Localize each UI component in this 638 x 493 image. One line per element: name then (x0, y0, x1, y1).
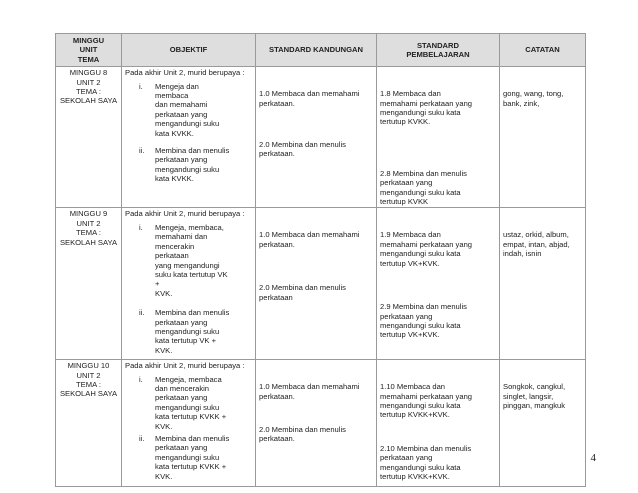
objective-line: perkataan yang (155, 109, 208, 119)
objective-line: kata tertutup KVKK + (155, 412, 227, 422)
pembelajaran-item (380, 382, 496, 420)
kandungan-line: 1.0 Membaca dan memahami (259, 230, 360, 240)
table-body (56, 67, 586, 487)
week-line: TEMA : (76, 379, 101, 389)
week-line: SEKOLAH SAYA (59, 389, 118, 399)
pembelajaran-line: mengandungi suku kata (380, 249, 461, 259)
header-minggu-line: UNIT (79, 45, 98, 55)
pembelajaran-line: tertutup KVKK. (380, 117, 431, 127)
notes-line: bank, zink, (503, 98, 540, 108)
week-line: MINGGU 9 (69, 209, 108, 219)
pembelajaran-line: 2.8 Membina dan menulis (380, 168, 467, 178)
objective-item (125, 146, 252, 184)
objective-cell (122, 67, 256, 208)
objective-line: mengandungi suku (155, 326, 220, 336)
header-kandungan: STANDARD KANDUNGAN (256, 34, 377, 67)
kandungan-item (259, 283, 373, 302)
notes-line: ustaz, orkid, album, (503, 230, 569, 240)
objective-number: i. (139, 81, 143, 91)
objective-number: i. (139, 222, 143, 232)
objective-text (155, 82, 230, 138)
objective-intro: Pada akhir Unit 2, murid berupaya : (125, 68, 245, 78)
header-pembelajaran-line: PEMBELAJARAN (406, 50, 470, 60)
pembelajaran-line: tertutup VK+KVK. (380, 258, 440, 268)
objective-text (155, 223, 230, 298)
header-objektif: OBJEKTIF (122, 34, 256, 67)
kandungan-item (259, 230, 373, 249)
objective-line: mengandungi suku (155, 452, 220, 462)
objective-line: Mengeja dan membaca (155, 81, 199, 101)
objective-text (155, 375, 230, 431)
pembelajaran-line: 1.9 Membaca dan (380, 230, 441, 240)
pembelajaran-line: perkataan yang (380, 311, 433, 321)
kandungan-line: perkataan. (259, 239, 295, 249)
week-line: TEMA : (76, 87, 101, 97)
kandungan-item (259, 425, 373, 444)
notes-line: indah, isnin (503, 249, 542, 259)
objective-line: Membina dan menulis (155, 146, 230, 156)
header-minggu-line: TEMA (77, 54, 100, 64)
kandungan-cell (256, 360, 377, 487)
week-line: TEMA : (76, 228, 101, 238)
pembelajaran-line: memahami perkataan yang (380, 98, 473, 108)
kandungan-line: 2.0 Membina dan menulis (259, 140, 346, 150)
objective-line: suku kata tertutup VK + (155, 269, 228, 289)
objective-intro: Pada akhir Unit 2, murid berupaya : (125, 361, 245, 371)
pembelajaran-line: memahami perkataan yang (380, 239, 473, 249)
notes-cell (500, 67, 586, 208)
objective-item (125, 375, 252, 431)
header-pembelajaran-line: STANDARD (416, 40, 460, 50)
week-line: UNIT 2 (76, 370, 101, 380)
kandungan-line: perkataan. (259, 434, 295, 444)
objective-line: mencerakin perkataan (155, 241, 195, 261)
week-cell (56, 67, 122, 208)
objective-line: Mengeja, membaca, (155, 222, 224, 232)
objective-text (155, 434, 230, 481)
pembelajaran-line: mengandungi suku kata (380, 187, 461, 197)
pembelajaran-item (380, 444, 496, 482)
week-line: MINGGU 10 (67, 361, 110, 371)
kandungan-item (259, 382, 373, 401)
objective-line: kata tertutup VK + (155, 336, 216, 346)
pembelajaran-line: mengandungi suku kata (380, 108, 461, 118)
notes-line: Songkok, cangkul, (503, 382, 566, 392)
kandungan-cell (256, 208, 377, 360)
kandungan-line: perkataan. (259, 149, 295, 159)
objective-item (125, 434, 252, 481)
page-number: 4 (590, 452, 596, 464)
lesson-plan-table (55, 33, 586, 487)
week-line: SEKOLAH SAYA (59, 237, 118, 247)
objective-line: perkataan yang (155, 443, 208, 453)
pembelajaran-line: memahami perkataan yang (380, 391, 473, 401)
objective-line: mengandungi suku (155, 402, 220, 412)
notes-line: pinggan, mangkuk (503, 400, 566, 410)
pembelajaran-cell (377, 360, 500, 487)
kandungan-cell (256, 67, 377, 208)
notes-line: empat, intan, abjad, (503, 239, 570, 249)
pembelajaran-line: 2.9 Membina dan menulis (380, 302, 467, 312)
objective-item (125, 308, 252, 355)
objective-line: perkataan yang (155, 317, 208, 327)
objective-cell (122, 208, 256, 360)
objective-line: mengandungi suku (155, 164, 220, 174)
objective-line: Membina dan menulis (155, 434, 230, 443)
kandungan-line: 1.0 Membaca dan memahami (259, 382, 360, 392)
notes-cell (500, 360, 586, 487)
pembelajaran-item (380, 230, 496, 268)
week-line: MINGGU 8 (69, 68, 108, 78)
table-row (56, 208, 586, 360)
objective-item (125, 82, 252, 138)
objective-number: ii. (139, 308, 145, 318)
pembelajaran-cell (377, 67, 500, 208)
header-minggu (56, 34, 122, 67)
kandungan-line: perkataan (259, 292, 293, 302)
pembelajaran-line: tertutup KVKK (380, 197, 429, 207)
pembelajaran-line: 2.10 Membina dan menulis (380, 443, 472, 453)
week-line: UNIT 2 (76, 77, 101, 87)
objective-number: ii. (139, 146, 145, 156)
pembelajaran-line: mengandungi suku kata (380, 400, 461, 410)
pembelajaran-item (380, 169, 496, 207)
pembelajaran-line: tertutup VK+KVK. (380, 330, 440, 340)
objective-line: dan mencerakin (155, 383, 210, 393)
week-line: UNIT 2 (76, 218, 101, 228)
pembelajaran-item (380, 89, 496, 127)
kandungan-item (259, 89, 373, 108)
table-row (56, 360, 586, 487)
objective-line: kata KVKK. (155, 174, 194, 184)
kandungan-item (259, 140, 373, 159)
objective-line: KVK. (155, 471, 173, 481)
objective-line: kata tertutup KVKK + (155, 462, 227, 472)
objective-line: KVK. (155, 421, 173, 431)
kandungan-line: perkataan. (259, 391, 295, 401)
objective-line: KVK. (155, 345, 173, 355)
objective-line: memahami dan (155, 232, 208, 242)
objective-line: Membina dan menulis (155, 308, 230, 318)
objective-line: yang mengandungi (155, 260, 220, 270)
kandungan-line: 2.0 Membina dan menulis (259, 283, 346, 293)
pembelajaran-line: perkataan yang (380, 453, 433, 463)
pembelajaran-line: mengandungi suku kata (380, 320, 461, 330)
pembelajaran-line: perkataan yang (380, 178, 433, 188)
objective-line: perkataan yang (155, 155, 208, 165)
kandungan-line: 1.0 Membaca dan memahami (259, 89, 360, 99)
header-minggu-line: MINGGU (72, 36, 105, 45)
table-row (56, 67, 586, 208)
objective-text (155, 308, 230, 355)
objective-line: KVK. (155, 288, 173, 298)
header-catatan: CATATAN (500, 34, 586, 67)
pembelajaran-item (380, 302, 496, 340)
kandungan-line: 2.0 Membina dan menulis (259, 424, 346, 434)
notes-line: singlet, langsir, (503, 391, 554, 401)
header-row (56, 34, 586, 67)
pembelajaran-line: tertutup KVKK+KVK. (380, 410, 450, 420)
objective-line: perkataan yang (155, 393, 208, 403)
objective-item (125, 223, 252, 298)
pembelajaran-cell (377, 208, 500, 360)
objective-number: ii. (139, 434, 145, 443)
header-pembelajaran (377, 34, 500, 67)
week-cell (56, 208, 122, 360)
objective-text (155, 146, 230, 184)
objective-line: kata KVKK. (155, 128, 194, 138)
objective-line: Mengeja, membaca (155, 374, 222, 384)
objective-cell (122, 360, 256, 487)
objective-number: i. (139, 374, 143, 384)
objective-line: dan memahami (155, 100, 208, 110)
pembelajaran-line: 1.10 Membaca dan (380, 382, 446, 392)
pembelajaran-line: tertutup KVKK+KVK. (380, 472, 450, 481)
objective-intro: Pada akhir Unit 2, murid berupaya : (125, 209, 245, 219)
notes-cell (500, 208, 586, 360)
week-line: SEKOLAH SAYA (59, 96, 118, 106)
notes-line: gong, wang, tong, (503, 89, 564, 99)
week-cell (56, 360, 122, 487)
objective-line: mengandungi suku (155, 119, 220, 129)
pembelajaran-line: mengandungi suku kata (380, 462, 461, 472)
kandungan-line: perkataan. (259, 98, 295, 108)
pembelajaran-line: 1.8 Membaca dan (380, 89, 441, 99)
